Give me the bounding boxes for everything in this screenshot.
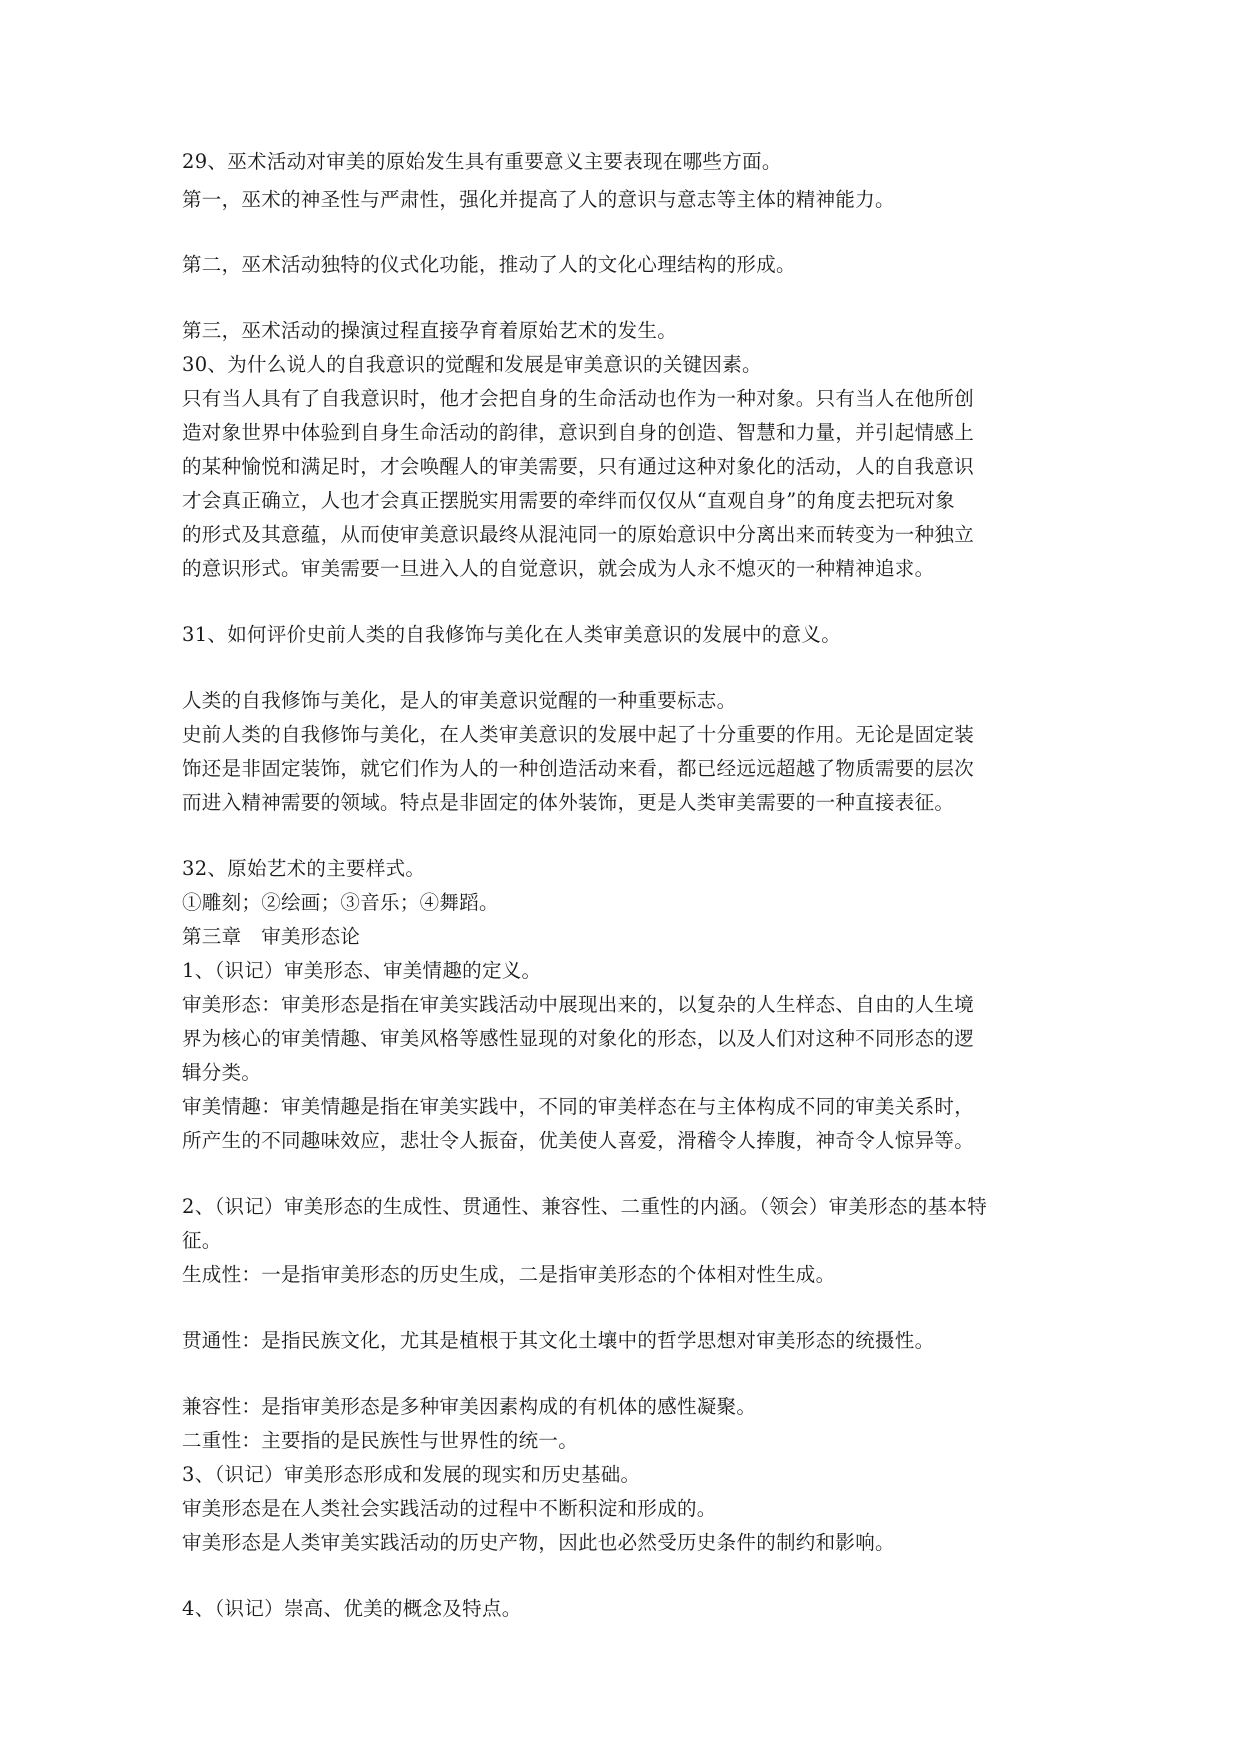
answer-30-line-6: 的意识形式。审美需要一旦进入人的自觉意识，就会成为人永不熄灭的一种精神追求。 [182,557,935,580]
answer-30-line-1: 只有当人具有了自我意识时，他才会把自身的生命活动也作为一种对象。只有当人在他所创 [182,387,975,410]
answer-30-line-4: 才会真正确立，人也才会真正摆脱实用需要的牵绊而仅仅从“直观自身”的角度去把玩对象 [182,489,955,512]
answer-29-point-3: 第三，巫术活动的操演过程直接孕育着原始艺术的发生。 [182,319,678,342]
answer-2-compatibility: 兼容性：是指审美形态是多种审美因素构成的有机体的感性凝聚。 [182,1395,757,1418]
answer-1-line-1: 审美形态：审美形态是指在审美实践活动中展现出来的，以复杂的人生样态、自由的人生境 [182,993,975,1016]
answer-1-line-2: 界为核心的审美情趣、审美风格等感性显现的对象化的形态，以及人们对这种不同形态的逻 [182,1027,975,1050]
answer-1-line-3: 辑分类。 [182,1061,262,1084]
question-29-heading: 29、巫术活动对审美的原始发生具有重要意义主要表现在哪些方面。 [182,150,782,173]
answer-31-line-4: 而进入精神需要的领域。特点是非固定的体外装饰，更是人类审美需要的一种直接表征。 [182,791,955,814]
answer-30-line-5: 的形式及其意蕴，从而使审美意识最终从混沌同一的原始意识中分离出来而转变为一种独立 [182,523,975,546]
question-31-heading: 31、如何评价史前人类的自我修饰与美化在人类审美意识的发展中的意义。 [182,623,842,646]
chapter-3-question-2-line-1: 2、（识记）审美形态的生成性、贯通性、兼容性、二重性的内涵。（领会）审美形态的基本特 [182,1195,988,1218]
answer-3-line-1: 审美形态是在人类社会实践活动的过程中不断积淀和形成的。 [182,1497,717,1520]
answer-30-line-3: 的某种愉悦和满足时，才会唤醒人的审美需要，只有通过这种对象化的活动，人的自我意识 [182,455,975,478]
question-30-heading: 30、为什么说人的自我意识的觉醒和发展是审美意识的关键因素。 [182,353,762,376]
chapter-3-question-2-line-2: 征。 [182,1229,222,1252]
chapter-3-title: 第三章 审美形态论 [182,925,361,948]
answer-29-point-2: 第二，巫术活动独特的仪式化功能，推动了人的文化心理结构的形成。 [182,253,796,276]
chapter-3-question-4: 4、（识记）崇高、优美的概念及特点。 [182,1597,522,1620]
question-32-heading: 32、原始艺术的主要样式。 [182,857,426,880]
answer-30-line-2: 造对象世界中体验到自身生命活动的韵律，意识到自身的创造、智慧和力量，并引起情感上 [182,421,975,444]
answer-31-line-1: 人类的自我修饰与美化，是人的审美意识觉醒的一种重要标志。 [182,689,737,712]
answer-2-continuity: 贯通性：是指民族文化，尤其是植根于其文化土壤中的哲学思想对审美形态的统摄性。 [182,1329,935,1352]
answer-2-duality: 二重性：主要指的是民族性与世界性的统一。 [182,1429,579,1452]
answer-31-line-3: 饰还是非固定装饰，就它们作为人的一种创造活动来看，都已经远远超越了物质需要的层次 [182,757,975,780]
answer-29-point-1: 第一，巫术的神圣性与严肃性，强化并提高了人的意识与意志等主体的精神能力。 [182,188,895,211]
answer-31-line-2: 史前人类的自我修饰与美化，在人类审美意识的发展中起了十分重要的作用。无论是固定装 [182,723,975,746]
chapter-3-question-1: 1、（识记）审美形态、审美情趣的定义。 [182,959,542,982]
answer-2-generativity: 生成性：一是指审美形态的历史生成，二是指审美形态的个体相对性生成。 [182,1263,836,1286]
answer-32: ①雕刻；②绘画；③音乐；④舞蹈。 [182,891,499,914]
answer-1-line-4: 审美情趣：审美情趣是指在审美实践中，不同的审美样态在与主体构成不同的审美关系时， [182,1095,975,1118]
chapter-3-question-3: 3、（识记）审美形态形成和发展的现实和历史基础。 [182,1463,641,1486]
answer-3-line-2: 审美形态是人类审美实践活动的历史产物，因此也必然受历史条件的制约和影响。 [182,1531,895,1554]
answer-1-line-5: 所产生的不同趣味效应，悲壮令人振奋，优美使人喜爱，滑稽令人捧腹，神奇令人惊异等。 [182,1129,975,1152]
